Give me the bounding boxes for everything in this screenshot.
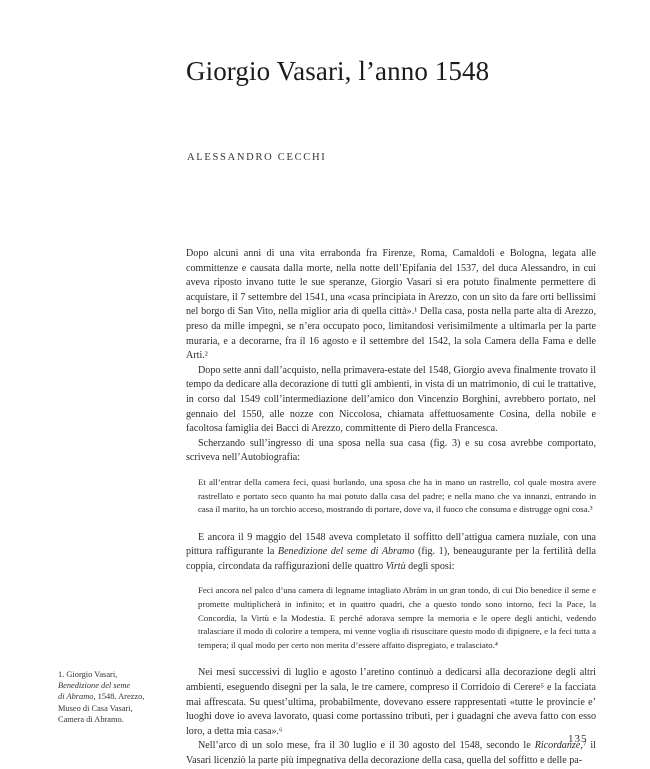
quotation-1: Et all’entrar della camera feci, quasi burlando, una sposa che ha in mano un rastrello, col quale mostra avere rastrellato e portato seco quanto ha mai potuto dalla casa del padre; e nella mano che va innanzi, entrando in casa il marito, ha un torchio acceso, mostrando di portare, dove va, il fuoco che consuma e distrugge ogni cosa.³: [198, 476, 596, 515]
paragraph-1: Dopo alcuni anni di una vita errabonda fra Firenze, Roma, Camaldoli e Bologna, legata alle committenze e causata dalla morte, nella notte dell’Epifania del 1537, del duca Alessandro, in cui aveva riposto invano tutte le sue speranze, Giorgio Vasari si era potuto finalmente permettere di acquistare, il 7 settembre del 1541, una «casa principiata in Arezzo, con un sito da fare orti bellissimi nel borgo di San Vito, nella miglior aria di quella città».¹ Della casa, posta nella parte alta di Arezzo, preso da mille impegni, se n’era occupato poco, limitandosi verisimilmente a ultimarla per la parte muraria, e a decorarne, fra il 16 agosto e il settembre del 1542, la sola Camera della Fama e delle Arti.²: [186, 248, 596, 362]
paragraph-4-text-c: (fig. 1), beneaugurante per la fertilità della coppia, circondata da raffigurazioni delle quattro: [186, 546, 596, 572]
paragraph-6-text-a: Nell’arco di un solo mese, fra il 30 luglio e il 30 agosto del 1548, secondo le: [198, 740, 535, 752]
paragraph-6-text-c: ,⁷ il Vasari licenziò la parte più impegnativa della decorazione della casa, quella del soffitto e delle pa-: [186, 740, 596, 766]
article-title: Giorgio Vasari, l’anno 1548: [186, 56, 490, 86]
caption-line-3-italic: di Abramo: [58, 692, 94, 702]
figure-caption: [58, 669, 170, 725]
paragraph-4-text-a: E ancora il 9 maggio del 1548 aveva completato il soffitto dell’attigua camera nuziale, con una pittura raffigurante la: [186, 531, 596, 558]
paragraph-5: Nei mesi successivi di luglio e agosto l’aretino continuò a dedicarsi alla decorazione degli altri ambienti, eseguendo disegni per la sala, le tre camere, compreso il Corridoio di Cerere⁵ e la facciata mai affrescata. Su quest’ultima, probabilmente, dovevano essere rappresentati «tutte le provincie e’ luoghi dove io aveva lavorato, quasi come portassino tributi, per i guadagni che aveva fatto con esso loro, a detta mia casa».⁶: [186, 667, 596, 737]
artwork-title-benedizione: Benedizione del seme di Abramo: [277, 546, 415, 558]
page-number: 135: [568, 733, 588, 745]
paragraph-4: [186, 531, 596, 575]
paragraph-4-text-e: degli sposi:: [405, 560, 455, 572]
caption-line-3-rest: , 1548. Arezzo,: [93, 692, 145, 702]
paragraph-3: Scherzando sull’ingresso di una sposa nella sua casa (fig. 3) e su cosa avrebbe comportato, scriveva nell’Autobiografia:: [186, 437, 596, 464]
caption-line-3: [58, 691, 170, 702]
caption-line-4: Museo di Casa Vasari,: [58, 703, 133, 713]
virtu-italic: Virtù: [385, 560, 406, 572]
article-body: [186, 247, 596, 769]
paragraph-6: [186, 739, 596, 768]
caption-line-2: Benedizione del seme: [58, 681, 131, 691]
caption-line-5: Camera di Abramo.: [58, 714, 124, 724]
caption-line-1: 1. Giorgio Vasari,: [58, 670, 118, 679]
quotation-2: Feci ancora nel palco d’una camera di legname intagliato Abràm in un gran tondo, di cui Dio benedice il seme e promette multiplicherà in infinito; et in quattro quadri, che a questo tondo sono intorno, feci la Pace, la Concordia, la Virtù e la Modestia. E perché adorava sempre la memoria e le opere degli antichi, vedendo tralasciare il modo di colorire a tempera, mi venne voglia di risuscitare questo modo di dipignere, e la feci tutta a tempera; il qual modo per certo non merita d’essere affatto dispregiato, e tralasciato.⁴: [198, 585, 596, 650]
article-author: ALESSANDRO CECCHI: [187, 152, 327, 163]
ricordanze-italic: Ricordanze: [534, 740, 581, 752]
paragraph-2: Dopo sette anni dall’acquisto, nella primavera-estate del 1548, Giorgio aveva finalmente trovato il tempo da dedicare alla decorazione di tutti gli ambienti, in vista di un matrimonio, di cui le trattative, in corso dal 1549 coll’intermediazione dell’amico don Vincenzio Borghini, avrebbero portato, nel gennaio del 1550, alle nozze con Niccolosa, chiamata affettuosamente Cosina, della nobile e facoltosa famiglia dei Bacci di Arezzo, committente di Piero della Francesca.: [186, 364, 596, 435]
